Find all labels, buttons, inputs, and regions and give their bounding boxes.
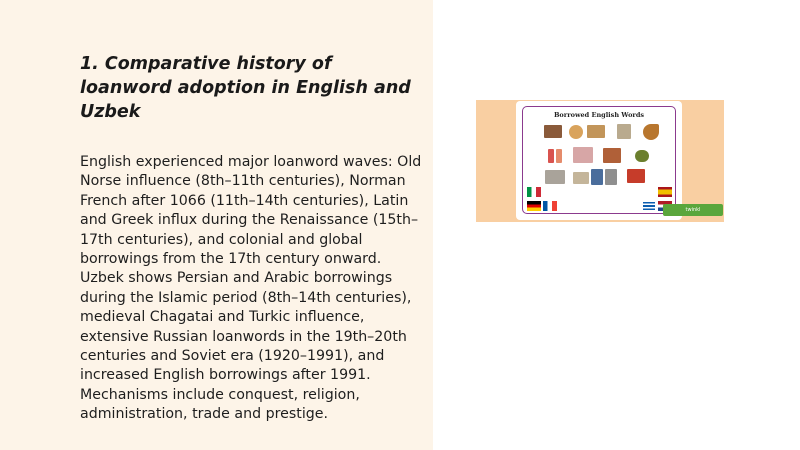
pizza-picture <box>569 125 583 139</box>
statue-picture <box>617 124 631 139</box>
wall-art-picture <box>573 147 593 163</box>
carpet-picture <box>573 172 589 184</box>
room-picture <box>545 170 565 184</box>
slide-title: 1. Comparative history of loanword adoption in English and Uzbek <box>80 54 411 122</box>
guitar-picture <box>643 124 659 140</box>
germany-flag <box>527 201 541 211</box>
dolls-picture <box>548 149 554 163</box>
worksheet-title: Borrowed English Words <box>553 111 645 119</box>
figure-picture <box>605 169 617 185</box>
spain-flag <box>658 187 672 197</box>
olives-picture <box>635 150 649 162</box>
sauce-picture <box>627 169 645 183</box>
twinkl-logo: twinkl <box>663 204 723 216</box>
slide-body-text: English experienced major loanword waves: Old Norse influence (8th–11th centuries), Norman French after 1066 (11th–14th centuries), Latin and Greek influx during the Renaissance (15th–17th centuries), and colonial and global borrowings from the 17th century onward. Uzbek shows Persian and Arabic borrowings during the Islamic period (8th–14th centuries), medieval Chagatai and Turkic influence, extensive Russian loanwords in the 19th–20th centuries and Soviet era (1920–1991), and increased English borrowings after 1991. Mechanisms include conquest, religion, administration, trade and prestige. <box>80 154 422 423</box>
france-flag <box>543 201 557 211</box>
greece-flag <box>643 202 655 210</box>
jeans-picture <box>591 169 603 185</box>
dolls-picture-2 <box>556 149 562 163</box>
bread-picture <box>603 148 621 163</box>
chocolate-picture <box>544 125 562 138</box>
cookie-picture <box>587 125 605 138</box>
borrowed-words-worksheet <box>522 106 676 214</box>
italy-flag <box>527 187 541 197</box>
